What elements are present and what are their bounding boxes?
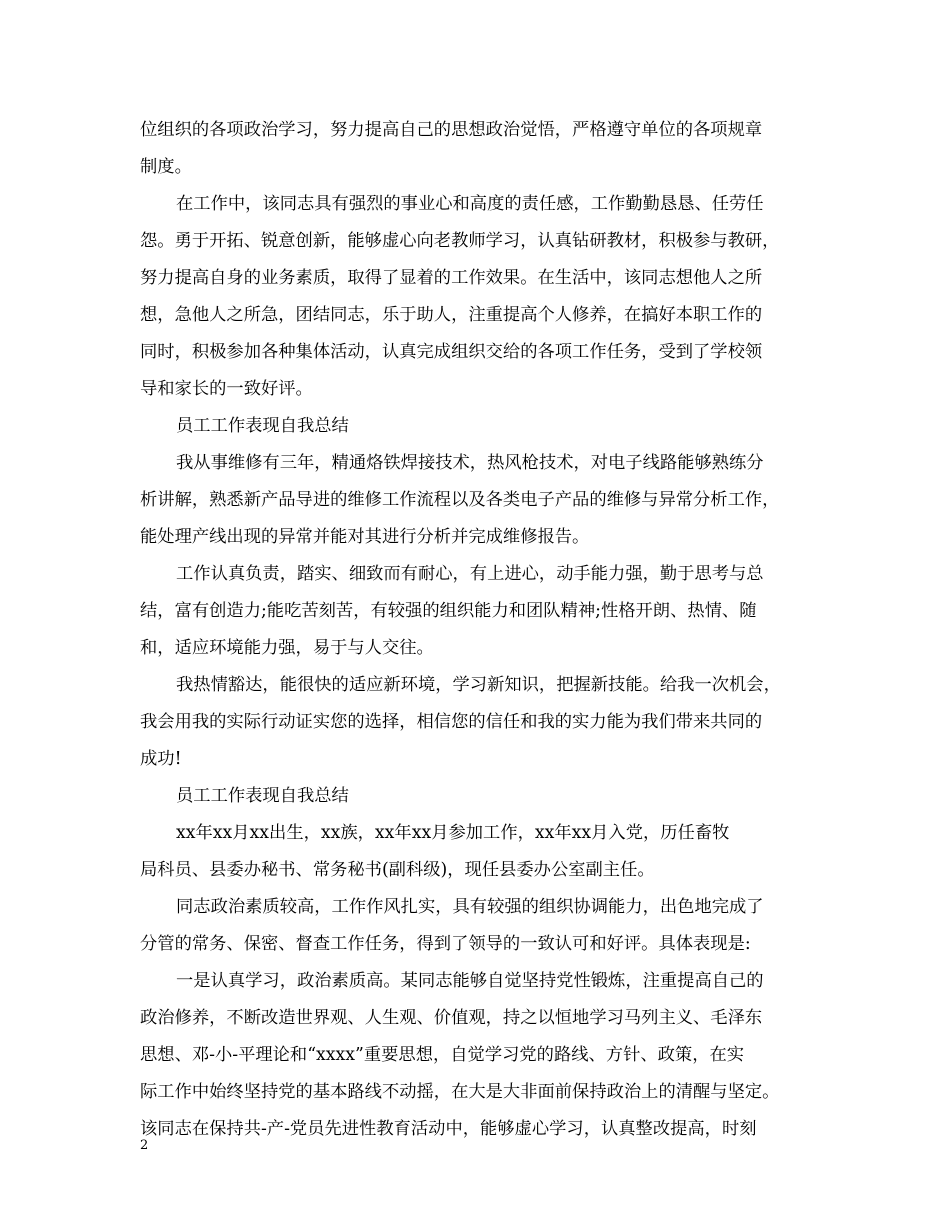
text-line: 位组织的各项政治学习，努力提高自己的思想政治觉悟，严格遵守单位的各项规章 xyxy=(140,120,763,140)
text-line: 努力提高自身的业务素质，取得了显着的工作效果。在生活中，该同志想他人之所 xyxy=(140,268,763,288)
text-line: 怨。勇于开拓、锐意创新，能够虚心向老教师学习，认真钻研教材，积极参与教研， xyxy=(140,231,780,251)
text-line: 该同志在保持共-产-党员先进性教育活动中，能够虚心学习，认真整改提高，时刻 xyxy=(140,1119,757,1139)
text-line: xx年xx月xx出生，xx族，xx年xx月参加工作，xx年xx月入党，历任畜牧 xyxy=(176,823,730,843)
text-line: 际工作中始终坚持党的基本路线不动摇，在大是大非面前保持政治上的清醒与坚定。 xyxy=(140,1082,780,1102)
document-body xyxy=(140,112,840,1148)
page-number: 2 xyxy=(140,1138,149,1153)
text-line: 政治修养，不断改造世界观、人生观、价值观，持之以恒地学习马列主义、毛泽东 xyxy=(140,1008,763,1028)
text-line: 一是认真学习，政治素质高。某同志能够自觉坚持党性锻炼，注重提高自己的 xyxy=(176,971,764,991)
text-line: 能处理产线出现的异常并能对其进行分析并完成维修报告。 xyxy=(140,527,590,547)
text-line: 我热情豁达，能很快的适应新环境，学习新知识，把握新技能。给我一次机会， xyxy=(176,675,781,695)
text-line: 析讲解，熟悉新产品导进的维修工作流程以及各类电子产品的维修与异常分析工作， xyxy=(140,490,780,510)
text-line: 在工作中，该同志具有强烈的事业心和高度的责任感，工作勤勤恳恳、任劳任 xyxy=(176,194,764,214)
text-line: 我会用我的实际行动证实您的选择，相信您的信任和我的实力能为我们带来共同的 xyxy=(140,712,763,732)
text-line: 和，适应环境能力强，易于与人交往。 xyxy=(140,638,434,658)
text-line: 导和家长的一致好评。 xyxy=(140,379,313,399)
text-line: 同志政治素质较高，工作作风扎实，具有较强的组织协调能力，出色地完成了 xyxy=(176,897,764,917)
text-line: 我从事维修有三年，精通烙铁焊接技术，热风枪技术，对电子线路能够熟练分 xyxy=(176,453,764,473)
text-line: 想，急他人之所急，团结同志，乐于助人，注重提高个人修养，在搞好本职工作的 xyxy=(140,305,763,325)
text-line: 分管的常务、保密、督查工作任务，得到了领导的一致认可和好评。具体表现是: xyxy=(140,934,751,954)
text-line: 成功! xyxy=(140,749,182,769)
text-line: 工作认真负责，踏实、细致而有耐心，有上进心，动手能力强，勤于思考与总 xyxy=(176,564,764,584)
text-line: 结，富有创造力;能吃苦刻苦，有较强的组织能力和团队精神;性格开朗、热情、随 xyxy=(140,601,757,621)
text-line: 员工工作表现自我总结 xyxy=(176,786,349,806)
text-line: 局科员、县委办秘书、常务秘书(副科级)，现任县委办公室副主任。 xyxy=(140,860,655,880)
text-line: 思想、邓-小-平理论和“xxxx”重要思想，自觉学习党的路线、方针、政策，在实 xyxy=(140,1045,745,1065)
text-line: 同时，积极参加各种集体活动，认真完成组织交给的各项工作任务，受到了学校领 xyxy=(140,342,763,362)
text-line: 员工工作表现自我总结 xyxy=(176,416,349,436)
text-line: 制度。 xyxy=(140,157,192,177)
